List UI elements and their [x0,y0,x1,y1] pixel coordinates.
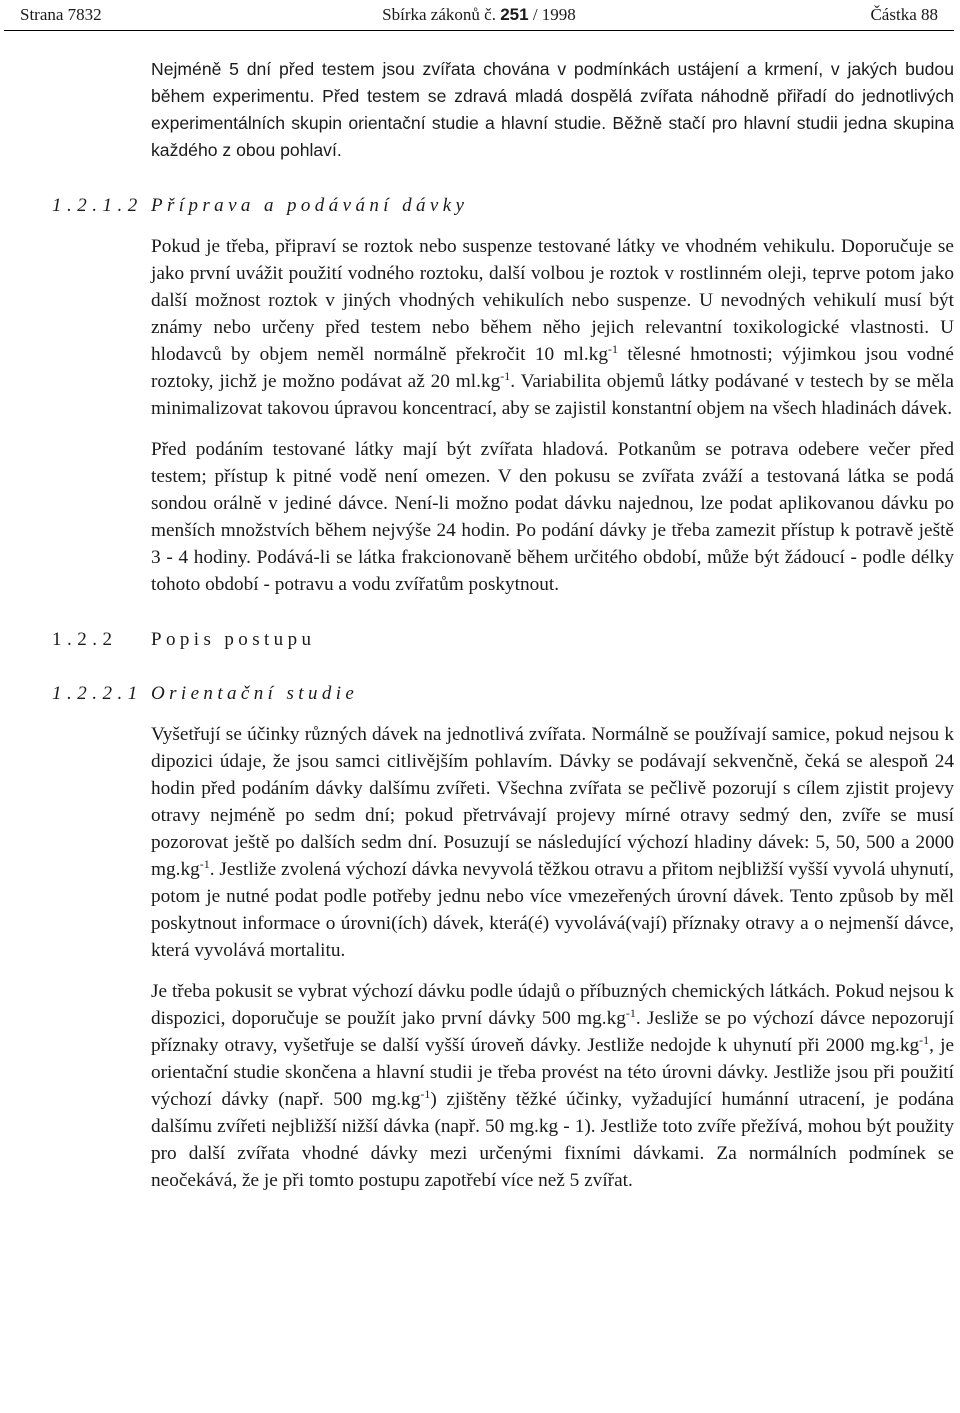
intro-paragraph: Nejméně 5 dní před testem jsou zvířata chována v podmínkách ustájení a krmení, v jakých budou během experimentu. Před testem se zdravá mladá dospělá zvířata náhodně přiřadí do jednotlivých experimentálních skupin orientační studie a hlavní studie. Běžně stačí pro hlavní studii jedna skupina každého z obou pohlaví. [151,59,954,160]
collection-title [20,4,938,26]
text-run: ) zjištěny těžké účinky, vyžadující humánní utracení, je podána dalšímu zvířeti nejbližší nižší dávka (např. 50 mg.kg - 1). Jestliže toto zvíře přežívá, mohou být použity pro další zvířata vhodné dávky mezi určenými fixními dávkami. Za normálních podmínek se neočekává, že je při tomto postupu zapotřebí více než 5 zvířat. [151,1089,954,1191]
collection-suffix: / 1998 [528,5,576,24]
section-number: 1.2.2.1 [52,683,143,704]
text-run: . Jesliže se po výchozí dávce nepozorují příznaky otravy, vyšetřuje se další vyšší úroveň dávky. Jestliže nedojde k uhynutí při 2000 mg.kg [151,1008,954,1056]
section-title: Popis postupu [151,629,316,650]
collection-number: 251 [500,5,529,24]
preparation-paragraph-1 [151,233,954,422]
superscript: -1 [420,1087,431,1101]
collection-prefix: Sbírka zákonů č. [382,5,501,24]
superscript: -1 [199,857,210,871]
header-rule [4,30,954,31]
superscript: -1 [919,1033,930,1047]
section-heading-1-2-1-2 [52,192,960,219]
text-run: . Jestliže zvolená výchozí dávka nevyvolá těžkou otravu a přitom nejbližší vyšší vyvolá uhynutí, potom je nutné podat podle potřeby jednu nebo více vmezeřených úrovní dávek. Tento způsob by měl poskytnout informace o úrovni(ích) dávek, která(é) vyvolává(vají) příznaky otravy a o nejmenší dávce, která vyvolává mortalitu. [151,859,954,961]
text-run: Pokud je třeba, připraví se roztok nebo suspenze testované látky ve vhodném vehikulu. Doporučuje se jako první uvážit použití vodného roztoku, další volbou je roztok v rostlinném oleji, teprve potom jako další možnost roztok v jiných vhodných vehikulích nebo suspenze. U nevodných vehikulí musí být známy nebo určeny před testem nebo během něho jejich relevantní toxikologické vlastnosti. U hlodavců by objem neměl normálně překročit 10 ml.kg [151,236,954,365]
section-number: 1.2.2 [52,629,118,650]
section-heading-1-2-2-1 [52,680,960,707]
page-header [20,4,938,30]
superscript: -1 [500,369,511,383]
text-run: . Variabilita objemů látky podávané v testech by se měla minimalizovat takovou úpravou koncentrací, aby se zajistil konstantní objem na všech hladinách dávek. [151,371,954,419]
page-body [0,56,960,1194]
text-run: tělesné hmotnosti; výjimkou jsou vodné roztoky, jichž je možno podávat až 20 ml.kg [151,344,954,392]
section-title: Příprava a podávání dávky [151,195,469,216]
section-heading-1-2-2 [52,626,960,653]
preparation-paragraph-2: Před podáním testované látky mají být zvířata hladová. Potkanům se potrava odebere večer před testem; přístup k pitné vodě není omezen. V den pokusu se zvířata zváží a testovaná látka se podá sondou orálně v jediné dávce. Není-li možno podat dávku najednou, lze podat aplikovanou dávku po menších množstvích během nejvýše 24 hodin. Po podání dávky je třeba zamezit přístup k potravě ještě 3 - 4 hodiny. Podává-li se látka frakcionovaně během určitého období, může být žádoucí - podle délky tohoto období - potravu a vodu zvířatům poskytnout. [151,439,954,595]
text-run: Je třeba pokusit se vybrat výchozí dávku podle údajů o příbuzných chemických látkách. Pokud nejsou k dispozici, doporučuje se použít jako první dávky 500 mg.kg [151,981,954,1029]
superscript: -1 [625,1006,636,1020]
orientation-paragraph-2 [151,978,954,1194]
page-number: Strana 7832 [20,5,102,24]
superscript: -1 [607,342,618,356]
section-number: 1.2.1.2 [52,195,143,216]
orientation-paragraph-1 [151,721,954,964]
section-title: Orientační studie [151,683,359,704]
text-run: , je orientační studie skončena a hlavní studii je třeba provést na této úrovni dávky. Jestliže jsou při použití výchozí dávky (např. 500 mg.kg [151,1035,955,1110]
part-number: Částka 88 [870,5,938,24]
text-run: Vyšetřují se účinky různých dávek na jednotlivá zvířata. Normálně se používají samice, pokud nejsou k dipozici údaje, že jsou samci citlivějším pohlavím. Dávky se podávají sekvenčně, čeká se alespoň 24 hodin před podáním dávky dalšímu zvířeti. Všechna zvířata se pečlivě pozorují s cílem zjistit projevy otravy nejméně po sedm dní; pokud přetrvávají projevy mírné otravy sedmý den, zvíře se musí pozorovat ještě po dalších sedm dní. Posuzují se následující výchozí hladiny dávek: 5, 50, 500 a 2000 mg.kg [151,724,954,880]
